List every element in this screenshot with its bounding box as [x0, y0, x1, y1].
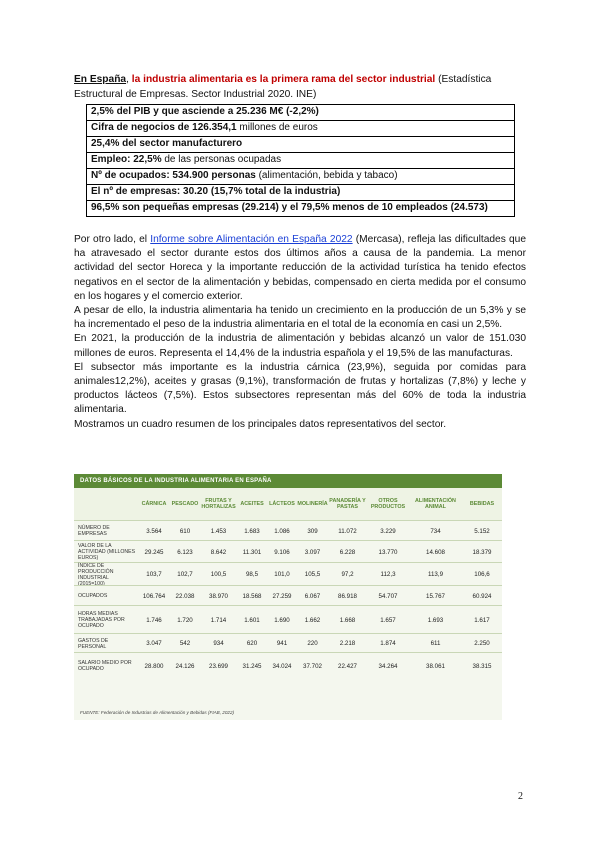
column-header: CÁRNICA [141, 501, 167, 507]
fact-bold: 96,5% son pequeñas empresas (29.214) y el 79,5% menos de 10 empleados (24.573) [91, 202, 488, 214]
table-cell: 18.379 [472, 548, 492, 556]
fact-bold: Nº de ocupados: 534.900 personas [91, 170, 256, 182]
table-cell: 101,0 [274, 571, 290, 578]
table-cell: 38.061 [426, 662, 445, 670]
table-cell: 309 [307, 527, 318, 535]
table-cell: 1.617 [474, 616, 490, 624]
intro-paragraph [74, 73, 526, 102]
row-label: VALOR DE LA ACTIVIDAD (MILLONES EUROS) [78, 543, 136, 561]
column-header: OTROS PRODUCTOS [370, 498, 406, 510]
page-number: 2 [518, 791, 523, 802]
row-label: GASTOS DE PERSONAL [78, 637, 109, 650]
table-cell: 54.707 [378, 592, 398, 600]
table-cell: 34.024 [272, 662, 292, 670]
table-cell: 102,7 [177, 571, 193, 578]
table-cell: 9.106 [274, 548, 290, 556]
paragraph-1 [74, 233, 526, 304]
fact-row [87, 121, 515, 137]
table-cell: 106,6 [474, 571, 490, 578]
fact-rest: de las personas ocupadas [161, 154, 282, 166]
table-row [74, 652, 502, 679]
fact-row [87, 105, 515, 121]
intro-highlight: la industria alimentaria es la primera rama del sector industrial [131, 74, 436, 85]
table-cell: 8.642 [210, 548, 227, 556]
table-cell: 38.970 [209, 592, 228, 600]
table-cell: 1.683 [244, 527, 260, 535]
table-cell: 1.693 [427, 616, 444, 624]
table-row [74, 520, 502, 541]
table-cell: 23.699 [209, 662, 228, 670]
column-header: LÁCTEOS [269, 501, 295, 507]
table-cell: 97,2 [341, 571, 354, 578]
table-cell: 31.245 [242, 662, 262, 670]
table-cell: 1.690 [274, 616, 290, 624]
table-cell: 1.874 [380, 640, 396, 647]
table-cell: 38.315 [472, 662, 492, 670]
table-cell: 5.152 [474, 527, 490, 535]
column-headers [74, 488, 502, 520]
fact-row [87, 153, 515, 169]
table-cell: 11.301 [242, 548, 262, 556]
table-cell: 27.259 [272, 592, 292, 600]
fact-cell [87, 137, 515, 153]
table-row [74, 562, 502, 586]
paragraph-3: En 2021, la producción de la industria de alimentación y bebidas alcanzó un valor de 151.030 millones de euros. Representa el 14,4% de la industria española y el 19,5% de las manufacturas. [74, 333, 526, 359]
table-cell: 11.072 [338, 527, 357, 535]
body-text [74, 233, 526, 432]
table-cell: 611 [430, 640, 441, 647]
table-cell: 3.047 [146, 640, 162, 647]
table-cell: 15.767 [426, 592, 445, 600]
table-cell: 1.668 [339, 616, 356, 624]
table-cell: 542 [179, 640, 191, 647]
column-header: FRUTAS Y HORTALIZAS [201, 498, 236, 510]
table-cell: 98,5 [245, 571, 259, 578]
table-cell: 2.250 [474, 640, 490, 647]
table-cell: 14.608 [426, 548, 445, 556]
fact-row [87, 169, 515, 185]
table-cell: 28.800 [144, 662, 164, 670]
table-cell: 220 [307, 640, 318, 647]
column-header: ACEITES [240, 501, 264, 507]
table-cell: 934 [213, 640, 224, 647]
fact-rest: (alimentación, bebida y tabaco) [255, 170, 398, 182]
table-cell: 1.746 [146, 616, 162, 624]
table-cell: 105,5 [304, 571, 321, 578]
table-cell: 103,7 [146, 571, 162, 578]
table-cell: 1.453 [210, 527, 227, 535]
column-header: BEBIDAS [469, 501, 495, 507]
row-label: HORAS MEDIAS TRABAJADAS POR OCUPADO [78, 611, 125, 629]
table-cell: 113,9 [427, 571, 444, 578]
fact-row [87, 201, 515, 217]
fact-cell [87, 121, 515, 137]
fact-row [87, 185, 515, 201]
table-cell: 112,3 [380, 571, 396, 578]
table-cell: 6.123 [177, 548, 193, 556]
table-cell: 6.228 [339, 548, 356, 556]
table-cell: 620 [246, 640, 258, 647]
table-cell: 2.218 [339, 640, 356, 647]
paragraph-5: Mostramos un cuadro resumen de los principales datos representativos del sector. [74, 418, 447, 430]
table-cell: 1.662 [304, 616, 321, 624]
column-header: MOLINERÍA [297, 501, 328, 507]
table-cell: 3.564 [146, 527, 162, 535]
table-cell: 1.714 [210, 616, 227, 624]
table-cell: 3.097 [304, 548, 321, 556]
fact-cell [87, 169, 515, 185]
fact-cell [87, 185, 515, 201]
fact-bold: Cifra de negocios de 126.354,1 [91, 122, 237, 134]
fact-cell [87, 153, 515, 169]
table-title: DATOS BÁSICOS DE LA INDUSTRIA ALIMENTARIA EN ESPAÑA [74, 474, 502, 488]
table-cell: 100,5 [210, 571, 227, 578]
fact-bold: Empleo: 22,5% [91, 154, 162, 166]
key-facts-table [86, 104, 515, 217]
table-cell: 106.764 [142, 592, 166, 600]
fact-cell [87, 105, 515, 121]
intro-lead: En España [74, 74, 127, 85]
table-cell: 3.229 [380, 527, 396, 535]
table-source: FUENTE: Federación de Industrias de Alimentación y Bebidas (FIAB, 2022) [80, 710, 235, 715]
table-cell: 18.568 [242, 592, 262, 600]
row-label: NÚMERO DE EMPRESAS [78, 525, 110, 537]
table-cell: 734 [430, 527, 441, 535]
table-cell: 24.126 [175, 662, 195, 670]
fact-row [87, 137, 515, 153]
table-cell: 1.720 [177, 616, 193, 624]
table-cell: 13.770 [378, 548, 398, 556]
table-cell: 29.245 [144, 548, 164, 556]
paragraph-2: A pesar de ello, la industria alimentaria ha tenido un crecimiento en la producción de un 5,3% y se ha incrementado el peso de la industria alimentaria en el total de la economía en casi un 2,5%. [74, 305, 526, 331]
row-label: OCUPADOS [78, 593, 108, 599]
report-link[interactable]: Informe sobre Alimentación en España 2022 [150, 234, 353, 245]
table-row [74, 605, 502, 634]
p1-start: Por otro lado, el [74, 234, 151, 245]
table-cell: 1.086 [274, 527, 290, 535]
table-cell: 22.038 [175, 592, 195, 600]
table-row [74, 585, 502, 606]
table-row [74, 540, 502, 563]
fact-rest: millones de euros [236, 122, 318, 134]
fact-bold: 25,4% del sector manufacturero [91, 138, 243, 150]
table-cell: 86.918 [338, 592, 357, 600]
p1-rest: (Mercasa), refleja las dificultades que ha atravesado el sector durante estos dos últimos años a causa de la pandemia. La menor actividad del sector Horeca y la importante reducción de la actividad turística ha tenido efectos negativos en el sector de la alimentación y bebidas, compensado en cierta medida por el consumo en los hogares y el comercio exterior. [74, 234, 526, 302]
table-row [74, 633, 502, 653]
table-cell: 34.264 [378, 662, 398, 670]
column-header: PANADERÍA Y PASTAS [329, 498, 366, 510]
intro-comma: , [126, 74, 129, 85]
table-cell: 610 [179, 527, 191, 535]
table-cell: 60.924 [472, 592, 492, 600]
fact-bold: El nº de empresas: 30.20 (15,7% total de la industria) [91, 186, 341, 198]
column-header: PESCADO [171, 501, 199, 507]
table-cell: 6.067 [304, 592, 321, 600]
fact-bold: 2,5% del PIB y que asciende a 25.236 M€ (-2,2%) [91, 106, 319, 118]
table-cell: 1.601 [244, 616, 260, 624]
table-cell: 37.702 [303, 662, 322, 670]
paragraph-4: El subsector más importante es la industria cárnica (23,9%), seguida por comidas para animales12,2%), aceites y grasas (9,1%), transformación de frutas y hortalizas (7,8%) y leche y productos lácteos (7,5%). Estos subsectores representan más del 60% de toda la industria alimentaria. [74, 361, 526, 416]
column-header: ALIMENTACIÓN ANIMAL [415, 498, 456, 510]
intro-source: (Estadística Estructural de Empresas. Sector Industrial 2020. INE) [74, 74, 492, 100]
row-label: ÍNDICE DE PRODUCCIÓN INDUSTRIAL (2015=100) [78, 562, 114, 587]
table-cell: 941 [276, 640, 288, 647]
row-label: SALARIO MEDIO POR OCUPADO [78, 660, 132, 672]
table-cell: 22.427 [338, 662, 357, 670]
fact-cell [87, 201, 515, 217]
industry-data-table [74, 474, 502, 720]
table-cell: 1.657 [380, 616, 396, 624]
